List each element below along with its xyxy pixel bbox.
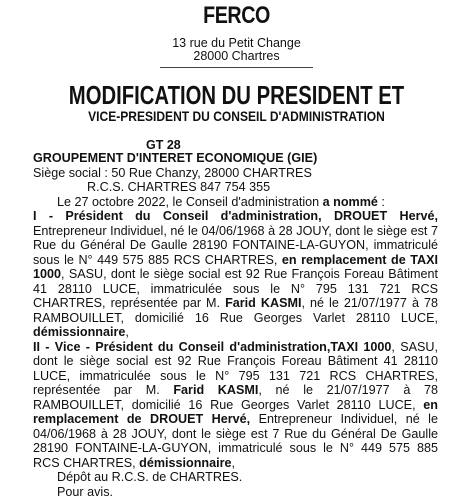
section-vice-president: II - Vice - Président du Conseil d'administration,TAXI 1000, SASU, dont le siège social est 92 Rue François Foreau Bâtiment 41 28110 LUCE, immatriculée sous le N° 795 131 721 RCS CHARTRES, représentée par M. Farid KASMI, né le 21/07/1977 à 78 RAMBOUILLET, domicilié 16 Rue Georges Varlet 28110 LUCE, en remplacement de DROUET Hervé, Entrepreneur Individuel, né le 04/06/1968 à 28 JOUY, dont le siège est 7 Rue du Général De Gaulle 28190 FONTAINE-LA-GUYON, immatriculé sous le N° 449 575 885 RCS CHARTRES, démissionnaire, <box>33 340 438 471</box>
company-address-street: 13 rue du Petit Change <box>0 36 473 50</box>
section-president: I - Président du Conseil d'administration, DROUET Hervé, Entrepreneur Individuel, né le 04/06/1968 à 28 JOUY, dont le siège est 7 Rue du Général De Gaulle 28190 FONTAINE-LA-GUYON, immatriculé sous le N° 449 575 885 RCS CHARTRES, en remplacement de TAXI 1000, SASU, dont le siège social est 92 Rue François Foreau Bâtiment 41 28110 LUCE, immatriculée sous le N° 795 131 721 RCS CHARTRES, représentée par M. Farid KASMI, né le 21/07/1977 à 78 RAMBOUILLET, domicilié 16 Rue Georges Varlet 28110 LUCE, démissionnaire, <box>33 209 438 340</box>
company-name: FERCO <box>43 2 431 30</box>
intro-paragraph: Le 27 octobre 2022, le Conseil d'administration a nommé : <box>33 195 438 210</box>
footer-depot: Dépôt au R.C.S. de CHARTRES. <box>33 470 438 485</box>
entity-name: GROUPEMENT D'INTERET ECONOMIQUE (GIE) <box>33 151 438 166</box>
section-president-heading: I - Président du Conseil d'administration, DROUET Hervé, <box>33 209 438 223</box>
header-divider <box>160 67 313 68</box>
company-address-city: 28000 Chartres <box>0 49 473 63</box>
notice-code: GT 28 <box>146 138 181 152</box>
notice-body <box>33 151 438 499</box>
notice-subtitle: VICE-PRESIDENT DU CONSEIL D'ADMINISTRATION <box>33 108 440 124</box>
section-vice-heading: II - Vice - Président du Conseil d'administration,TAXI 1000 <box>33 340 391 354</box>
footer-avis: Pour avis. <box>33 485 438 499</box>
notice-title: MODIFICATION DU PRESIDENT ET <box>52 80 421 111</box>
entity-rcs: R.C.S. CHARTRES 847 754 355 <box>33 180 438 195</box>
entity-siege: Siège social : 50 Rue Chanzy, 28000 CHARTRES <box>33 166 438 181</box>
